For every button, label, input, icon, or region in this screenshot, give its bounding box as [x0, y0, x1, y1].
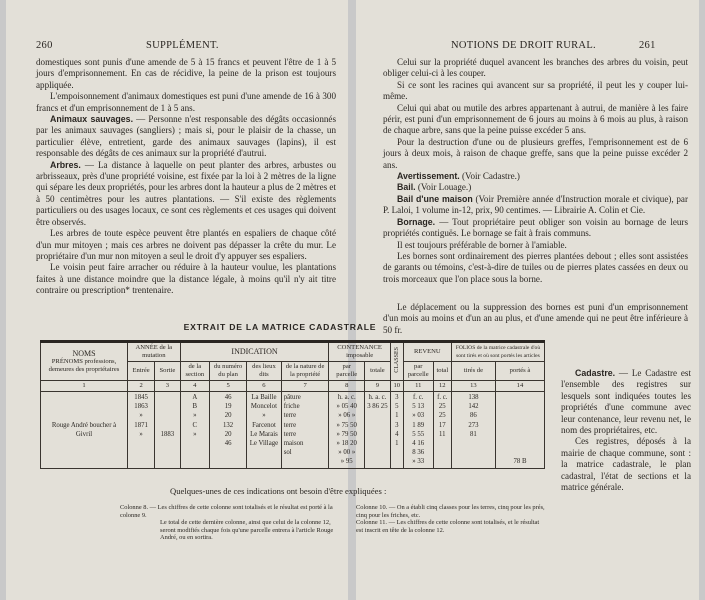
- right-text-column: [383, 57, 688, 285]
- entry-heading: Arbres.: [50, 159, 81, 170]
- paragraph: Celui qui abat ou mutile des arbres appartenant à autrui, de manière à les faire périr, est puni d'un emprisonnement de 6 jours au moins à 6 mois au plus, à raison de chaque arbre, sans que la peine puisse excéder 5 ans.: [383, 102, 688, 136]
- cell-line: » 33: [412, 458, 425, 466]
- page-number: 260: [36, 40, 53, 51]
- cell-line: 8 36: [412, 449, 425, 457]
- entry-arbres: Arbres. — La distance à laquelle on peut planter des arbres, arbustes ou arbrisseaux, près d'une propriété voisine, est fixée par la loi à 2 mètres de la ligne qui sépare les deux propriétés, pour les arbres dont la hauteur a plus de 2 mètres et à 50 centimètres pour les autres plantations. — S'il existe des règlements particuliers ou des usages locaux, ce sont ces règlements et ces usages qui doivent être observés.: [36, 159, 336, 227]
- revenu-cell: f. c. 5 13 » 03 1 89 5 55 4 16 8 36 » 33: [403, 392, 433, 469]
- col-portes: portés à: [495, 362, 544, 381]
- column-number: 2: [128, 381, 155, 392]
- paragraph: Si ce sont les racines qui avancent sur sa propriété, il peut les y couper lui-même.: [383, 79, 688, 102]
- cell-line: [157, 402, 177, 411]
- cell-line: maison: [283, 440, 304, 448]
- table-row: [41, 392, 545, 469]
- cell-line: 3: [395, 394, 399, 401]
- cell-line: » 05 40: [336, 403, 357, 411]
- paragraph: Il est toujours préférable de borner à l'amiable.: [397, 239, 567, 250]
- table-title: EXTRAIT DE LA MATRICE CADASTRALE: [183, 322, 377, 332]
- entree-cell: [128, 392, 155, 469]
- cell-line: terre: [283, 430, 297, 438]
- cell-line: A: [192, 394, 198, 401]
- column-number: 11: [403, 381, 433, 392]
- tires-cell: [451, 392, 495, 469]
- cell-line: terre: [283, 421, 297, 429]
- numero-cell: [210, 392, 247, 469]
- entry-heading: Bail.: [397, 182, 416, 193]
- col-entree: Entrée: [128, 362, 155, 381]
- col-numero: du numéro du plan: [210, 362, 247, 381]
- entry-avertissement: Avertissement. (Voir Cadastre.): [397, 171, 520, 182]
- cell-line: » 95: [340, 458, 353, 466]
- cell-line: » 75 50: [336, 421, 357, 429]
- running-head: SUPPLÉMENT.: [146, 40, 219, 51]
- paragraph: Ces registres, déposés à la mairie de chaque commune, sont : la matrice cadastrale, le plan cadastral, l'état de sections et la matrice générale.: [561, 436, 691, 493]
- cell-line: 20: [224, 430, 232, 438]
- totale-cell: h. a. c. 3 86 25: [365, 392, 391, 469]
- cell-line: » 00 »: [338, 449, 356, 457]
- cell-line: Moncelot: [250, 403, 277, 411]
- cell-line: La Baille: [251, 394, 277, 401]
- cell-line: »: [262, 412, 266, 420]
- entry-bornage: Bornage. — Tout propriétaire peut obliger son voisin au bornage de leurs propriétés contiguës. Le bornage se fait à frais communs.: [383, 216, 688, 239]
- cell-line: »: [193, 430, 197, 438]
- column-number: 9: [365, 381, 391, 392]
- cell-line: 1: [395, 412, 399, 420]
- column-number: 12: [433, 381, 451, 392]
- cell-line: 273: [468, 421, 479, 429]
- running-head: NOTIONS DE DROIT RURAL.: [451, 40, 596, 51]
- cell-line: 5 55: [412, 430, 425, 438]
- entry-heading: Bornage.: [397, 216, 436, 227]
- cell-line: » 79 50: [336, 430, 357, 438]
- col-tires: tirés de: [451, 362, 495, 381]
- col-sortie: Sortie: [155, 362, 180, 381]
- cell-line: » 18 20: [336, 440, 357, 448]
- entry-heading: Bail d'une maison: [397, 193, 473, 204]
- cell-line: 46: [224, 394, 232, 401]
- cell-line: 1: [395, 440, 399, 448]
- revenu-total-cell: f. c. 25 25 17 11: [433, 392, 451, 469]
- classes-cell: [390, 392, 403, 469]
- cell-line: [157, 393, 177, 402]
- paragraph: Pour la destruction d'une ou de plusieurs greffes, l'emprisonnement est de 6 jours à deux mois, à raison de chaque greffe, sans que la peine puisse excéder 2 ans.: [383, 136, 688, 170]
- col-revenu-total: total: [433, 362, 451, 381]
- cell-line: [157, 411, 177, 420]
- col-annee: ANNÉE de la mutation: [128, 342, 181, 362]
- col-totale: totale: [365, 362, 391, 381]
- paragraph: Le voisin peut faire arracher ou réduire à la hauteur voulue, les plantations faites à une distance moindre que la distance légale, à moins qu'il n'y ait titre contraire ou prescription* trentenaire.: [36, 262, 336, 296]
- column-number: 4: [180, 381, 209, 392]
- cell-line: B: [192, 403, 198, 411]
- col-revenu-parcelle: par parcelle: [403, 362, 433, 381]
- cell-line: 5: [395, 403, 399, 411]
- cadastre-column: Cadastre. — Le Cadastre est l'ensemble des registres sur lesquels sont indiquées toutes les propriétés d'une commune avec leur contenance, leur revenu net, le nom des propriétaires, etc. Ces registres, déposés à la mairie de chaque commune, sont : la matrice cadastrale, le plan cadastral, l'état de sections et la matrice générale.: [561, 368, 691, 493]
- cell-line: 1883: [160, 430, 175, 438]
- entry-heading: Animaux sauvages.: [50, 114, 134, 125]
- sortie-cell: [155, 392, 180, 469]
- entry-heading: Avertissement.: [397, 171, 460, 182]
- entry-heading: Cadastre.: [575, 368, 616, 378]
- cell-line: 142: [468, 403, 479, 411]
- contenance-cell: h. a. c. » 05 40 » 06 » » 75 50 » 79 50 » 18 20 » 00 » » 95: [329, 392, 365, 469]
- page-number: 261: [639, 40, 656, 51]
- cell-line: 138: [468, 394, 479, 401]
- column-number: 13: [451, 381, 495, 392]
- paragraph: Les bornes sont ordinairement des pierres plantées debout ; elles sont assistées de garants ou témoins, c'est-à-dire de tuiles ou de pierres plates cassées en deux ou trois morceaux que l'on place sous la borne.: [383, 250, 688, 284]
- cell-line: terre: [283, 412, 297, 420]
- cell-line: pâture: [283, 394, 301, 401]
- section-cell: [180, 392, 209, 469]
- cell-line: » 06 »: [338, 412, 356, 420]
- cell-line: 17 11: [438, 421, 446, 438]
- cell-line: 19: [224, 403, 232, 411]
- cell-line: 25 25: [438, 403, 446, 420]
- cell-line: Le Marais: [250, 430, 278, 438]
- entry-animaux: Animaux sauvages. — Personne n'est responsable des dégâts occasionnés par les animaux sauvages (sangliers) ; mais si, pour le plaisir de la chasse, un particulier élève, entretient, garde des animaux sauvages (lapins), il est responsable des dégâts de ces animaux sur la propriété d'autrui.: [36, 114, 336, 159]
- portes-cell: 78 B: [495, 392, 544, 469]
- cell-line: 81: [470, 430, 477, 438]
- left-text-column: [36, 57, 336, 297]
- cell-line: 5 13: [412, 403, 425, 411]
- column-number: 14: [495, 381, 544, 392]
- column-number: 6: [247, 381, 282, 392]
- cell-line: » 03: [412, 412, 425, 420]
- cell-line: Farcenot: [252, 421, 276, 429]
- lieux-cell: [247, 392, 282, 469]
- column-number: 3: [155, 381, 180, 392]
- cell-line: 132: [223, 421, 234, 429]
- owner-cell: Rouge André boucher à Givril: [41, 392, 128, 469]
- col-par-parcelle: par parcelle: [329, 362, 365, 381]
- col-section: de la section: [180, 362, 209, 381]
- nature-cell: [281, 392, 329, 469]
- cell-line: 4: [395, 430, 399, 438]
- cell-line: 86: [470, 412, 477, 420]
- col-noms: NOMS PRÉNOMS professions, demeures des propriétaires: [41, 342, 128, 381]
- cell-line: »: [139, 430, 143, 438]
- col-revenu: REVENU: [403, 342, 451, 362]
- col-lieux: des lieux dits: [247, 362, 282, 381]
- col-classes: CLASSES: [390, 342, 403, 381]
- paragraph: L'empoisonnement d'animaux domestiques est puni d'une amende de 16 à 300 francs et d'un emprisonnement de 1 à 5 ans.: [36, 91, 336, 113]
- cell-line: »: [193, 412, 197, 420]
- col-indication: INDICATION: [180, 342, 329, 362]
- column-number: 5: [210, 381, 247, 392]
- cell-line: 1845: [134, 394, 148, 401]
- col-folios: FOLIOS de la matrice cadastrale d'où sont tirés et où sont portés les articles: [451, 342, 544, 362]
- column-numbers: [41, 381, 545, 392]
- entry-bail: Bail. (Voir Louage.): [397, 182, 472, 193]
- notes-right: Colonne 10. — On a établi cinq classes pour les terres, cinq pour les prés, cinq pour les friches, etc. Colonne 11. — Les chiffres de cette colonne sont totalisés, et le résultat est inscrit en tête de la colonne 12.: [356, 504, 545, 534]
- column-number: 1: [41, 381, 128, 392]
- cell-line: 3: [395, 421, 399, 429]
- cell-line: Le Village: [249, 440, 279, 448]
- cell-line: [157, 421, 177, 430]
- cell-line: 1 89: [412, 421, 425, 429]
- cell-line: 1863: [134, 403, 148, 411]
- col-contenance: CONTENANCE imposable: [329, 342, 390, 362]
- matrice-table: [40, 340, 545, 469]
- entry-bail-maison: Bail d'une maison (Voir Première année d'Instruction morale et civique), par P. Laloi, 1 volume in-12, prix, 90 centimes. — Librairie A. Colin et Cie.: [383, 193, 688, 216]
- paragraph: domestiques sont punis d'une amende de 5 à 15 francs et peuvent l'être de 1 à 5 jours d'emprisonnement. En cas de récidive, la peine de la prison est toujours appliquée.: [36, 57, 336, 90]
- cell-line: 46: [224, 440, 232, 448]
- column-number: 8: [329, 381, 365, 392]
- cell-line: 4 16: [412, 440, 425, 448]
- cell-line: 20: [224, 412, 232, 420]
- cell-line: C: [192, 421, 198, 429]
- notes-title: Quelques-unes de ces indications ont besoin d'être expliquées :: [170, 486, 387, 496]
- column-number: 10: [390, 381, 403, 392]
- paragraph: Le déplacement ou la suppression des bornes est puni d'un emprisonnement d'un mois au moins et d'un an au plus, et d'une amende qui ne peut être inférieure à 50 fr.: [383, 302, 688, 335]
- cell-line: »: [139, 412, 143, 420]
- paragraph: Celui sur la propriété duquel avancent les branches des arbres du voisin, peut obliger celui-ci à les couper.: [383, 57, 688, 79]
- column-number: 7: [281, 381, 329, 392]
- cell-line: 1871: [134, 421, 148, 429]
- notes-left: Colonne 8. — Les chiffres de cette colonne sont totalisés et le résultat est porté à la colonne 9. Le total de cette dernière colonne, ainsi que celui de la colonne 12, seront modifiés chaque fois qu'une parcelle entrera à l'article Rouge André, ou en sortira.: [120, 504, 334, 542]
- cell-line: sol: [283, 449, 292, 457]
- col-nature: de la nature de la propriété: [281, 362, 329, 381]
- paragraph: Les arbres de toute espèce peuvent être plantés en espaliers de chaque côté d'un mur mitoyen ; mais ces arbres ne doivent pas dépasser la crête du mur. Le propriétaire d'un mur non mitoyen a seul le droit d'y appuyer ses espaliers.: [36, 228, 336, 261]
- cell-line: friche: [283, 403, 300, 411]
